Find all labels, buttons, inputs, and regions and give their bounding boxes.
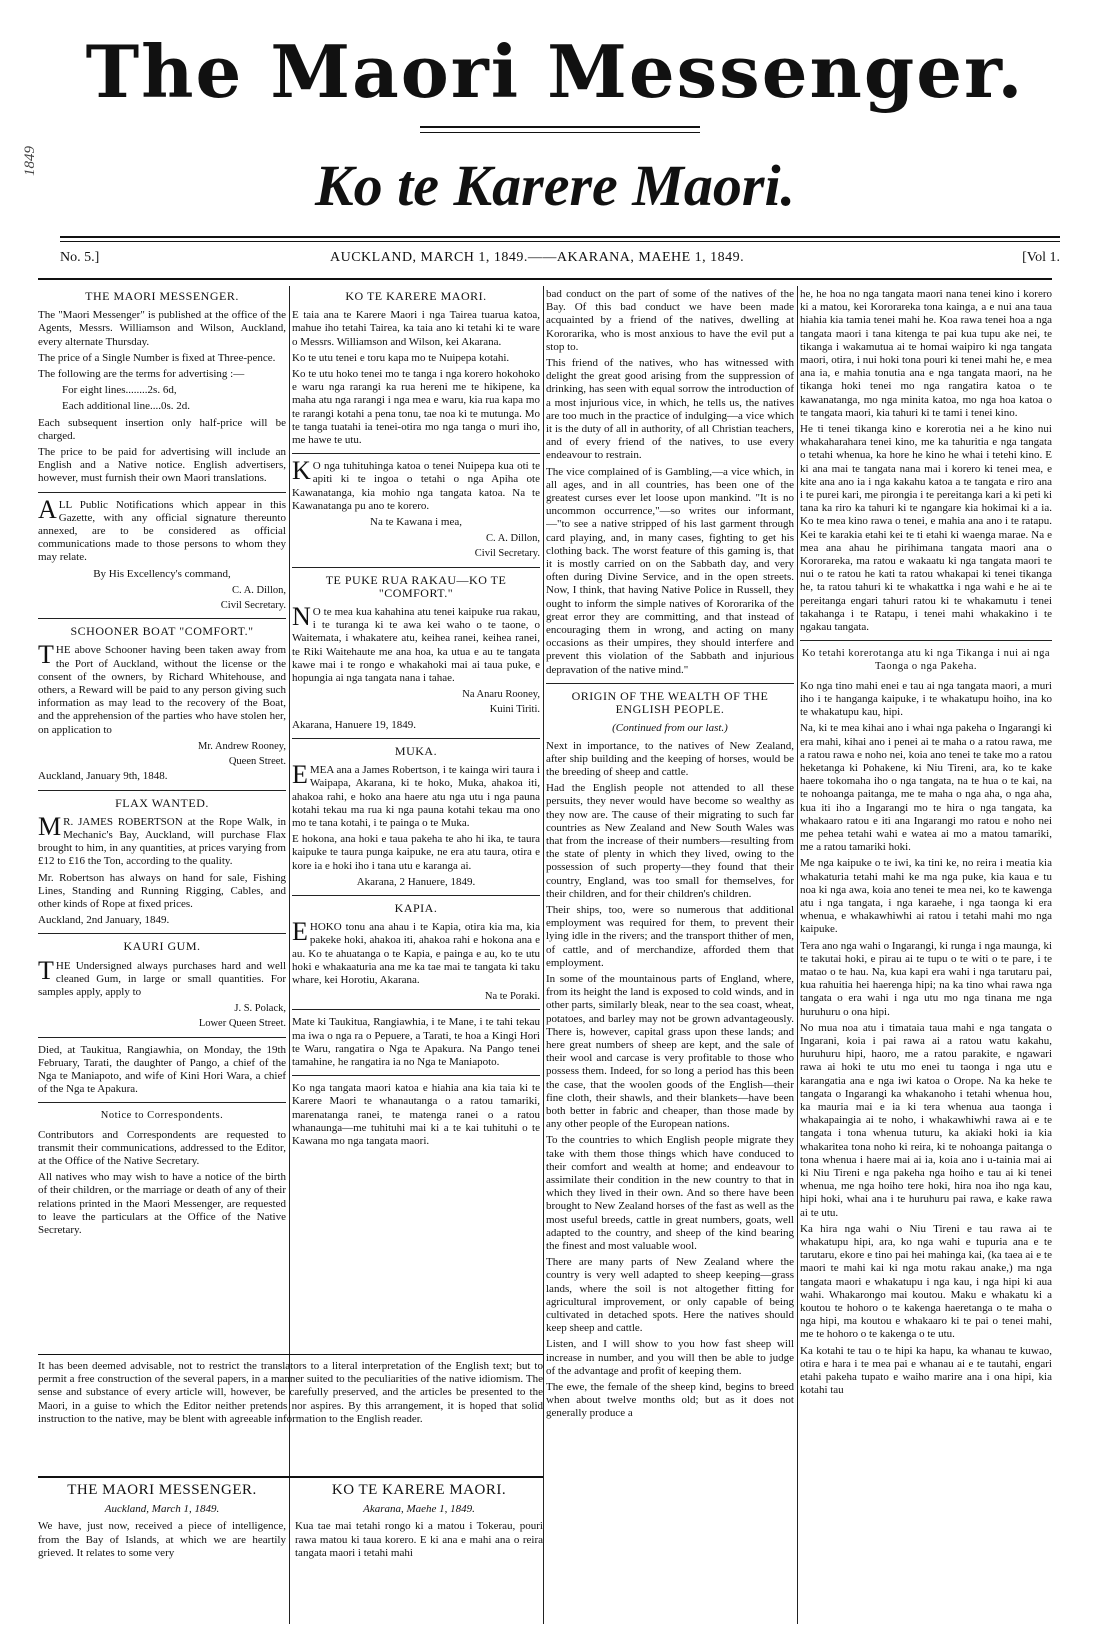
signature: Queen Street. bbox=[228, 756, 286, 768]
paragraph: bad conduct on the part of some of the natives of the Bay. Of this bad conduct we have been made acquainted by a friend of the natives, dwelling at Kororarika, who is most anxious to have the evil put a stop to. bbox=[546, 288, 794, 353]
paragraph: All natives who may wish to have a notice of the birth of their children, or the marriage or death of any of their relations printed in the Maori Messenger, are requested to leave the particulars at the Office of the Native Secretary. bbox=[38, 1171, 286, 1236]
paragraph: It has been deemed advisable, not to restrict the translators to a literal interpretation of the English text; but to permit a free construction of the several papers, in a manner suited to the peculiarities of the native idiomism. The sense and substance of every article will, however, be carefully preserved, and the articles be presented to the Maori, in a guise to which the Editor neither pretends nor aspires. By this arrangement, it is hoped that solid instruction to the native, may be blent with agreeable information to the English reader. bbox=[38, 1360, 543, 1425]
paragraph: Ka kotahi te tau o te hipi ka hapu, ka whanau te kuwao, otira e hara i te mea pai e whanau ai e te tautahi, engari etahi pakeha tupato e waiho marire ana i ona hipi, kia kotahi tau bbox=[800, 1344, 1052, 1397]
paragraph: Each subsequent insertion only half-price will be charged. bbox=[38, 416, 286, 442]
column-3 bbox=[546, 288, 794, 1623]
paragraph: Ko nga tino mahi enei e tau ai nga tangata maori, a muri iho i te hanganga kaipuke, i te whakatupu hoiho, ina ko te whakatupu kau, hipi. bbox=[800, 679, 1052, 719]
paragraph: Their ships, too, were so numerous that additional employment was required for them, to prevent their lying idle in the rivers; and the transport thither of men, of cattle, and of merchandize, afforded them that employment. bbox=[546, 903, 794, 969]
divider bbox=[546, 683, 794, 684]
volume-number: [Vol 1. bbox=[1022, 250, 1060, 265]
signature: Kuini Tiriti. bbox=[489, 704, 540, 716]
paragraph: E taia ana te Karere Maori i nga Tairea tuarua katoa, mahue iho tetahi Tairea, ka taia ano ki tetahi ki te ware o Messrs. Williamson and Wilson, kei Akarana. bbox=[292, 309, 540, 348]
divider bbox=[292, 453, 540, 454]
paragraph: Contributors and Correspondents are requested to transmit their communications, addressed to the Editor, at the Office of the Native Secretary. bbox=[38, 1128, 286, 1167]
paragraph: There are many parts of New Zealand where the country is very well adapted to sheep keeping—grass lands, where the soil is not altogether fitting for agricultural improvement, or only capable of being cultivated in detached spots. Here the natives should keep sheep and cattle. bbox=[546, 1256, 794, 1335]
paragraph: THE Undersigned always purchases hard and well cleaned Gum, in large or small quantities. For samples apply, apply to bbox=[38, 955, 286, 998]
column-1 bbox=[38, 288, 286, 1338]
paragraph: The price of a Single Number is fixed at Three-pence. bbox=[38, 351, 276, 364]
masthead-title-maori: Ko te Karere Maori. bbox=[314, 153, 796, 218]
public-notice: ALL Public Notifications which appear in this Gazette, with any official signature thereunto annexed, are to be considered as official communications made to those persons to whom they may relate. bbox=[38, 494, 286, 564]
paragraph: In some of the mountainous parts of England, where, from its height the land is exposed to cold winds, and in other parts, similarly bleak, near to the sea coast, wheat, potatoes, and barley may not be grown advantageously. There is, however, capital grass upon these lands; and here great numbers of sheep are kept, and the sale of their wool and carcase is very profitable to those who possess them. Indeed, for so long a period has this been the case, that the woolen goods of the English—their fine cloth, their shawls, and their blankets—have been both better in fabric and cheaper, than those made by any other people of the European nations. bbox=[546, 972, 794, 1131]
date-line: Akarana, Hanuere 19, 1849. bbox=[292, 718, 417, 731]
signature: Civil Secretary. bbox=[220, 600, 286, 612]
paragraph: NO te mea kua kahahina atu tenei kaipuke rua rakau, i te turanga ki te awa kei waho o te taone, o Waitemata, i whakatere atu, keihea ranei, keihea ranei, te Riki Waitehaute me ana hoa, ka utua e au te tangata kawe mai i te rongo e whakahoki mai ai taua puke, e hopungia ai nga tangata nana i tahae. bbox=[292, 602, 540, 685]
paragraph: Ko te utu hoko tenei mo te tanga i nga korero hokohoko e waru nga rarangi ka rua hereni me te hikipene, ka maha atu nga rarangi i nga mea e waru, kia rua kapa mo te rarangi kotahi a pena tonu, tae noa ki te mutunga. Mo te tanga tuatahi ia tenei-otira mo nga tanga o muri iho, me hawe te utu. bbox=[292, 368, 540, 447]
paragraph: Kua tae mai tetahi rongo ki a matou i Tokerau, pouri rawa matou ki taua korero. E ki ana e mahi ana o reira tangata maori i tetahi mahi bbox=[295, 1520, 543, 1559]
paragraph: Me nga kaipuke o te iwi, ka tini ke, no reira i meatia kia whakaturia tetahi mahi ke ma nga puke, kia kaua e tu noa ki nga awa, koia ano tenei te mea nei, ko te kawenga atu i nga tangata, i nga karaehe, i nga taonga ki era whenua, e whakawhiwhi ai ratou i tetahi mahi mo nga kaipuke. bbox=[800, 857, 1052, 936]
paragraph: The following are the terms for advertising :— bbox=[38, 368, 245, 381]
divider bbox=[292, 1009, 540, 1010]
translator-note bbox=[38, 1360, 543, 1470]
masthead-rule-thin bbox=[420, 132, 700, 133]
paragraph: The ewe, the female of the sheep kind, begins to breed when about twelve months old; but as it does not generally produce a bbox=[546, 1381, 794, 1420]
divider bbox=[38, 618, 286, 619]
paragraph: Tera ano nga wahi o Ingarangi, ki runga i nga maunga, ki te takutai hoki, e pirau ai te tupu o te witi o te pare, i te matao o te hau. Na, kua kapi era wahi i nga tarutaru pai, kua rahuitia hei haerenga hipi; na ka tino whai rawa nga tangata o era wahi i nga utu mo nga tinana me nga huruhuru o ona hipi. bbox=[800, 939, 1052, 1018]
heading-schooner: SCHOONER BOAT "COMFORT." bbox=[70, 624, 254, 639]
dateline bbox=[60, 250, 1060, 272]
editorial-english bbox=[38, 1482, 286, 1622]
paragraph: MR. JAMES ROBERTSON at the Rope Walk, in Mechanic's Bay, Auckland, will purchase Flax brought to him, in any quantities, at prices varying from £12 to £16 the Ton, according to the quality. bbox=[38, 811, 286, 868]
heading-maori-messenger: THE MAORI MESSENGER. bbox=[85, 289, 239, 303]
date-line: Akarana, 2 Hanuere, 1849. bbox=[356, 875, 476, 888]
paragraph: The price to be paid for advertising will include an English and a Native notice. English advertisers, however, must furnish their own Maori translations. bbox=[38, 446, 286, 485]
paragraph: This friend of the natives, who has witnessed with delight the great good arising from the suppression of drinking, has seen with equal sorrow the introduction of a most injurious vice, in which, he tells us, the natives are too much in the practice of indulging—a vice which it is the duty of all in authority, of all Christian teachers, and of every friend of the natives, to use every endeavour to restrain. bbox=[546, 357, 794, 462]
paragraph: He ti tenei tikanga kino e korerotia nei a he kino nui whakaharahara tenei kino, me ka tahuritia e nga tangata o tetahi whenua, ka hore he kino he whai i tetehi kino. E ki ana mai te tangata nana mai i korero ki tenei mea, e kite ana ano ia i nga kakahu katoa a te tangata e riro ana i te purei kari, me pirongia i te pereitanga kari a ki peti ki tana ka riro ka tahuri ki te ngangare kia hokimai ki a ia. Ko te mea kino rawa o tenei, e mahia ana ano i te ratapu. Kei te karakia etahi kei te ti etahi ki waenga marae. Na e mea ana ahau he pirihimana tangata maori ana o Kororareka, ma ratou e wakaatu ki nga tangata maori te nui o te ratou he kati ta ratou whakapai ki tenei tikanga he, ta ratou tahuri ki te whakattka i nga wahi e he ai te pereitanga engari tahuri ratou ki te whakamutu i tenei takahanga i te Ratapu, i tenei mahi whakakino i te ngakau tangata. bbox=[800, 423, 1052, 634]
signature: J. S. Polack, bbox=[234, 1003, 286, 1015]
header-rule-top bbox=[60, 236, 1060, 238]
paragraph: Mr. Robertson has always on hand for sale, Fishing Lines, Standing and Running Rigging, Cables, and other kinds of Rope at fixed prices. bbox=[38, 871, 286, 910]
heading-flax: FLAX WANTED. bbox=[115, 795, 209, 810]
heading-muka: MUKA. bbox=[394, 743, 438, 758]
divider bbox=[292, 1075, 540, 1076]
heading-origin-wealth: ORIGIN OF THE WEALTH OF THE ENGLISH PEOPLE. bbox=[571, 688, 769, 717]
divider bbox=[292, 895, 540, 896]
paragraph: he, he hoa no nga tangata maori nana tenei kino i korero ki a matou, kei Kororareka tona kainga, a e nui ana taua hiahia kia tamia tenei mahi he. Koa rawa tenei hoa a nga tangata maori i tana kitenga te pai kua tupu ake nei, te tikanga i wakamutua ai te homai waipiro ki nga tangata maori, otira, i nui hoki tona pouri ki tenei mahi he, e mea ana ia, e mahia tonutia ana e nga tangata maori, na he tikanga hoki tenei mo nga rangatira katoa o te kawanatanga, mo nga minita katoa, mo nga hoa katoa o te tangata maori, kia tahuri ki te tami i tenei kino. bbox=[800, 288, 1052, 419]
signature: C. A. Dillon, bbox=[486, 533, 540, 545]
signature: By His Excellency's command, bbox=[93, 567, 231, 580]
header-rule-bottom bbox=[38, 278, 1052, 280]
divider bbox=[38, 933, 286, 934]
column-4 bbox=[800, 288, 1052, 1623]
divider bbox=[38, 1354, 543, 1355]
header-rule-top-thin bbox=[60, 241, 1060, 242]
paragraph: Ko te utu tenei e toru kapa mo te Nuipepa kotahi. bbox=[292, 351, 510, 364]
heading-puke: TE PUKE RUA RAKAU—KO TE "COMFORT." bbox=[325, 572, 507, 600]
paragraph: Each additional line....0s. 2d. bbox=[62, 400, 190, 413]
signature: Lower Queen Street. bbox=[198, 1018, 286, 1030]
column-divider bbox=[797, 286, 798, 1624]
column-divider bbox=[543, 286, 544, 1624]
paragraph: The vice complained of is Gambling,—a vice which, in all ages, and in all countries, has been one of the greatest curses ever let loose upon mankind. "It is no uncommon occurrence,"—so writes our informant,—"to see a native stripped of his last garment through card playing, and, in many cases, fighting to get his clothing back. The worst feature of this gaming is, that it is mostly carried on on the Sabbath day, and very often during Divine Service, and in the open streets. Now, I think, that having Native Police in Russell, they ought to inform the simple natives of Kororarika of the great error they are committing, and that instead of encouraging them in wrong, and acting on many occasions as their umpires, they should interfere and prevent this violation of the Sabbath and injurious depravation of the native mind." bbox=[546, 465, 794, 676]
divider bbox=[38, 1102, 286, 1103]
paragraph: Ko nga tangata maori katoa e hiahia ana kia taia ki te Karere Maori te whanautanga o a ratou tamariki, marenatanga ranei, te matenga ranei o a ratou whanaunga—me tuhituhi mai ki a te kai tuhituhi o te Kawana mo nga tangata maori. bbox=[292, 1082, 540, 1147]
editorial-maori bbox=[295, 1482, 543, 1622]
paragraph: Ka hira nga wahi o Niu Tireni e tau rawa ai te whakatupu hipi, ara, ko nga wahi e tupuria ana e te tarutaru, ekore e tino pai hei mahinga kai, (ka taea ai e te maori te mahi kai ki nga motu rakau anake,) ma nga tangata maori e whakatupu i nga kau, i nga hipi ki aua wahi. Whakarongo mai koutou. Maku e whakatu ki a koutou te hohoro o te kakenga haeretanga o te maha o nga hipi, ma koutou e whakaaro ki te pai o tenei mahi, me te hohoro o te kakenga o te utu. bbox=[800, 1222, 1052, 1341]
heading-editorial-maori: KO TE KARERE MAORI. bbox=[331, 1482, 507, 1498]
heading-maori-wealth: Ko tetahi korerotanga atu ki nga Tikanga i nui ai nga Taonga o nga Pakeha. bbox=[801, 648, 1051, 673]
paragraph: Had the English people not attended to all these persuits, they never would have become so wealthy as they now are. The cause of their migrating to such far countries as New Zealand and New South Wales was that from the increase of their numbers—resulting from the state of plenty in which they lived, owing to the possession of such property—they found that their country, England, was too small for themselves, for their children, and for their children's children. bbox=[546, 782, 794, 900]
date-line: Auckland, January 9th, 1848. bbox=[38, 770, 168, 783]
paragraph: No mua noa atu i timataia taua mahi e nga tangata o Ingarani, koia i pai rawa ai a ratou watu kakahu, huruhuru hipi, haoro, me a ratou parakite, e ngawari rawa ai hoki te utu mo enei tu taonga i nga utu e karangatia ana e nga iwi katoa o Orope. Na ka heke te tangata o Ingarangi ka whakanoho i tetahi whenua hou, ka mauria mai e ia ki tera whenua aua taonga i whakapaingia ai te noho, i whakawhiwhi rawa ai e te tangata i tona whenua tuturu, ka akiaki hoki ia kia whakaritea tona noho ki reira, ki te nohoanga paitanga o tona whenua i haere mai ai ia, koia ano i u-tainia mai ai ki Niu Tireni e nga pakeha nga hoiho e tau ai ki tenei whenua, me nga hoiho tere hoki, hira noa iho nga kau, hipi hoki, whai ana i te huruhuru pai rawa, e kake rawa ai te utu. bbox=[800, 1021, 1052, 1219]
signature: C. A. Dillon, bbox=[232, 584, 286, 596]
signature: Na Anaru Rooney, bbox=[462, 689, 540, 701]
paragraph: EHOKO tonu ana ahau i te Kapia, otira kia ma, kia pakeke hoki, ahakoa iti, ahakoa rahi e hokona ana e au. Ko te ahuatanga o te Kapia, e painga e au, ko te utu hoki e whakaaturia ana me ka tae mai te tangata ki taku whare, kei Horotiu, Akarana. bbox=[292, 917, 540, 986]
signature: Mr. Andrew Rooney, bbox=[198, 740, 286, 752]
signature: Na te Kawana i mea, bbox=[370, 516, 462, 529]
heading-kapia: KAPIA. bbox=[394, 900, 438, 915]
paragraph: For eight lines........2s. 6d, bbox=[62, 384, 177, 397]
signature: Na te Poraki. bbox=[484, 991, 540, 1003]
divider bbox=[292, 567, 540, 568]
divider bbox=[38, 1476, 543, 1478]
divider bbox=[38, 790, 286, 791]
heading-karere-maori: KO TE KARERE MAORI. bbox=[345, 289, 487, 303]
paragraph: To the countries to which English people migrate they take with them those things which have conduced to their comfort and wealth at home; and endeavour to assimilate their condition in the new country to that in which they lived in their own. And so there have been brought to New Zealand horses of the fast as well as the most useful breeds, cattle in great numbers, goats, well adapted to the country, and sheep of the kind bearing the finest and most valuable wool. bbox=[546, 1134, 794, 1253]
death-notice: Died, at Taukitua, Rangiawhia, on Monday, the 19th February, Tarati, the daughter of Pango, a chief of the Nga te Maniapoto, and wife of Kini Hori Wara, a chief of the Nga te Apakura. bbox=[38, 1043, 286, 1096]
divider bbox=[38, 1037, 286, 1038]
divider bbox=[38, 492, 286, 493]
issue-date: AUCKLAND, MARCH 1, 1849.——AKARANA, MAEHE 1, 1849. bbox=[330, 250, 745, 265]
heading-correspondents: Notice to Correspondents. bbox=[100, 1110, 224, 1122]
column-2 bbox=[292, 288, 540, 1338]
divider bbox=[292, 738, 540, 739]
paragraph: Listen, and I will show to you how fast sheep will increase in number, and you will then be able to judge of the advantage and profit of keeping them. bbox=[546, 1338, 794, 1377]
masthead-title-english: The Maori Messenger. bbox=[85, 29, 1025, 114]
editorial-date: Auckland, March 1, 1849. bbox=[104, 1503, 220, 1516]
handwritten-note: 1849 bbox=[22, 146, 38, 176]
heading-editorial-english: THE MAORI MESSENGER. bbox=[67, 1482, 257, 1498]
paragraph: EMEA ana a James Robertson, i te kainga wiri taura i Waipapa, Akarana, ki te hoko, Muka, ahakoa iti, ahakoa rahi, e hoko ana haere atu nga utu i nga pauna kotahi tekau ma rua ki nga pauna kotahi tekau ma ono mo te tana kotahi, i te painga o te Muka. bbox=[292, 760, 540, 829]
paragraph: Na, ki te mea kihai ano i whai nga pakeha o Ingarangi ki era mahi, kihai ano i penei ai te maha o a ratou rawa, me a ratou rawa e noho nei, koia ano tenei te take mo a ratou heketanga ki Pohakene, ki Niu Tireni, ara, ko te kake haere tokomaha iho o nga tangata, na te hua o te kai, na te nohoanga paitanga, me te maha o nga aha, o nga aha, kua iti iho a Ingarangi mo te hira o nga tangata, ka whakaaro ratou e iti ana Ingarangi mo ratou e noho nei me pehea tetahi wahi e watea ai mo a matou tamariki, me a ratou tamariki hoki. bbox=[800, 722, 1052, 854]
paragraph: Next in importance, to the natives of New Zealand, after ship building and the keeping of horses, would be the breeding of sheep and cattle. bbox=[546, 739, 794, 778]
issue-number: No. 5.] bbox=[60, 250, 100, 265]
signature: Civil Secretary. bbox=[474, 548, 540, 560]
paragraph: THE above Schooner having been taken away from the Port of Auckland, without the license or the consent of the owners, by Richard Whitehouse, and others, a Reward will be paid to any person giving such information as may lead to the recovery of the Boat, and the apprehension of the parties who have stolen her, on application to bbox=[38, 640, 286, 736]
editorial-date: Akarana, Maehe 1, 1849. bbox=[363, 1503, 475, 1516]
paragraph: The "Maori Messenger" is published at the office of the Agents, Messrs. Williamson and Wilson, Auckland, every alternate Thursday. bbox=[38, 309, 286, 348]
continued-note: (Continued from our last.) bbox=[612, 722, 728, 735]
public-notice: KO nga tuhituhinga katoa o tenei Nuipepa kua oti te apiti ki te ingoa o tetahi o nga Apiha ote Kawanatanga, kia mohio nga tangata katoa. Na te Kawanatanga pu ano te korero. bbox=[292, 456, 540, 512]
death-notice: Mate ki Taukitua, Rangiawhia, i te Mane, i te tahi tekau ma iwa o nga ra o Pepuere, a Tarati, te hoa a Kingi Hori te Waru, rangatira o Nga te Apakura. Na Pango tenei tamahine, he rangatira ia no Nga te Maniapoto. bbox=[292, 1016, 540, 1068]
masthead-rule bbox=[420, 126, 700, 128]
paragraph: E hokona, ana hoki e taua pakeha te aho hi ika, te taura kaipuke te taura punga kaipuke, ne era atu taura, otira e kore ia e hoki iho i tana utu e karanga ai. bbox=[292, 833, 540, 872]
paragraph: We have, just now, received a piece of intelligence, from the Bay of Islands, at which we are heartily grieved. It relates to some very bbox=[38, 1520, 286, 1559]
divider bbox=[800, 640, 1052, 641]
date-line: Auckland, 2nd January, 1849. bbox=[38, 914, 170, 927]
heading-kauri-gum: KAURI GUM. bbox=[123, 939, 201, 954]
